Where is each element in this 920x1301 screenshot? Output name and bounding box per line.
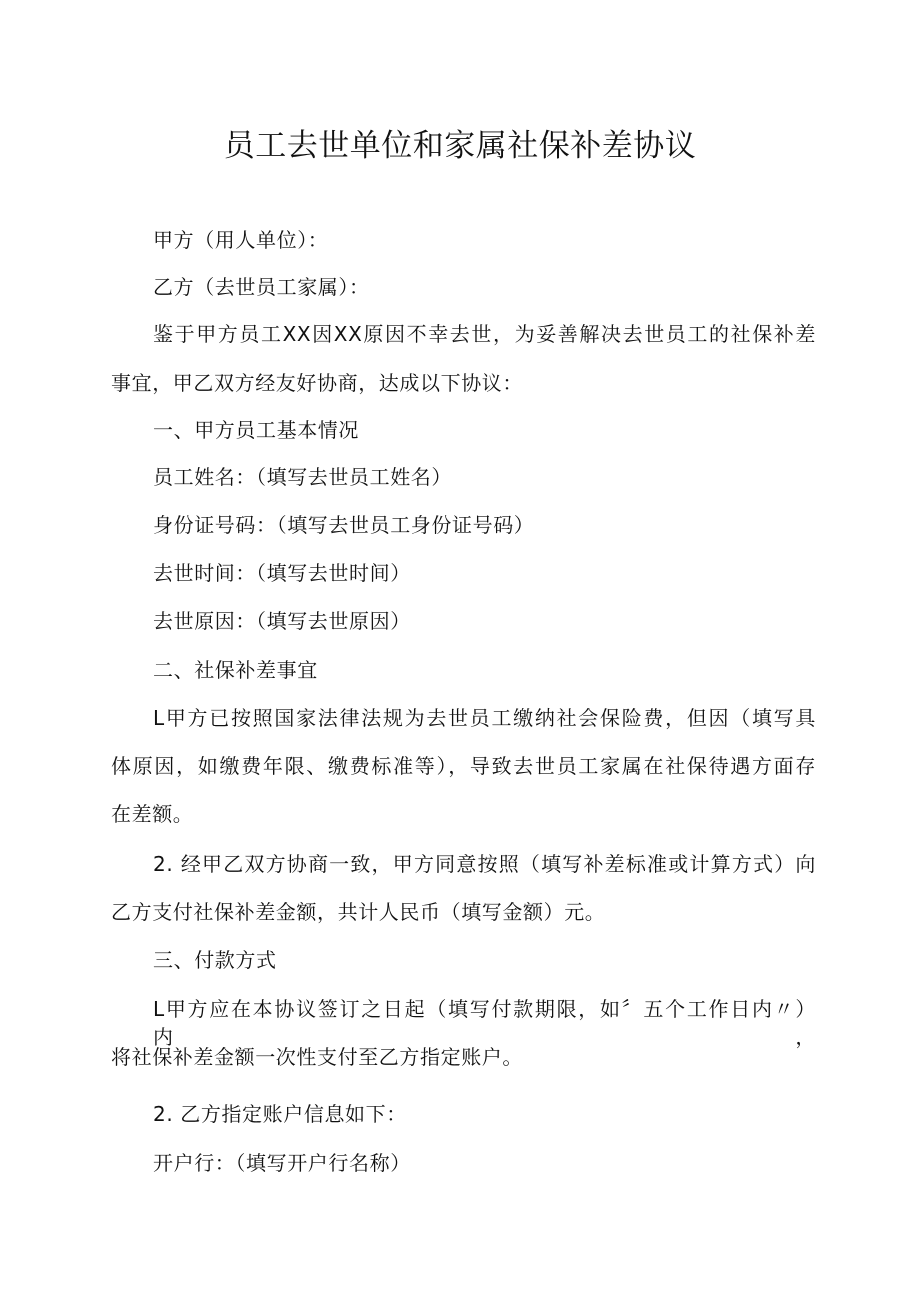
bank-line: 开户行：（填写开户行名称） bbox=[153, 1151, 411, 1175]
intro-line-2: 事宜，甲乙双方经友好协商，达成以下协议： bbox=[111, 371, 523, 395]
section-3-heading: 三、付款方式 bbox=[153, 948, 277, 972]
section-2-item-1-line-1: L甲方已按照国家法律法规为去世员工缴纳社会保险费，但因（填写具 bbox=[153, 706, 816, 730]
section-2-item-2-line-2: 乙方支付社保补差金额，共计人民币（填写金额）元。 bbox=[111, 900, 606, 924]
section-2-heading: 二、社保补差事宜 bbox=[153, 658, 318, 682]
document-title: 员工去世单位和家属社保补差协议 bbox=[223, 128, 697, 164]
section-3-item-1-line-1: L甲方应在本协议签订之日起（填写付款期限，如〞五个工作日内〃）内， bbox=[153, 997, 816, 1049]
employee-id-line: 身份证号码：（填写去世员工身份证号码） bbox=[153, 513, 535, 537]
section-3-item-2-line: 2. 乙方指定账户信息如下： bbox=[153, 1102, 407, 1126]
section-2-item-2-line-1: 2. 经甲乙双方协商一致，甲方同意按照（填写补差标准或计算方式）向 bbox=[153, 852, 816, 876]
section-2-item-1-line-3: 在差额。 bbox=[111, 802, 194, 826]
death-reason-line: 去世原因：（填写去世原因） bbox=[153, 609, 411, 633]
employee-name-line: 员工姓名：（填写去世员工姓名） bbox=[153, 465, 452, 489]
section-2-item-1-line-2: 体原因，如缴费年限、缴费标准等），导致去世员工家属在社保待遇方面存 bbox=[111, 754, 816, 778]
party-a-line: 甲方（用人单位）： bbox=[153, 228, 329, 252]
party-b-line: 乙方（去世员工家属）： bbox=[153, 275, 370, 299]
intro-line-1: 鉴于甲方员工XX因XX原因不幸去世，为妥善解决去世员工的社保补差 bbox=[153, 322, 816, 346]
death-time-line: 去世时间：（填写去世时间） bbox=[153, 561, 411, 585]
section-3-item-1-line-2: 将社保补差金额一次性支付至乙方指定账户。 bbox=[111, 1045, 523, 1069]
section-1-heading: 一、甲方员工基本情况 bbox=[153, 418, 359, 442]
